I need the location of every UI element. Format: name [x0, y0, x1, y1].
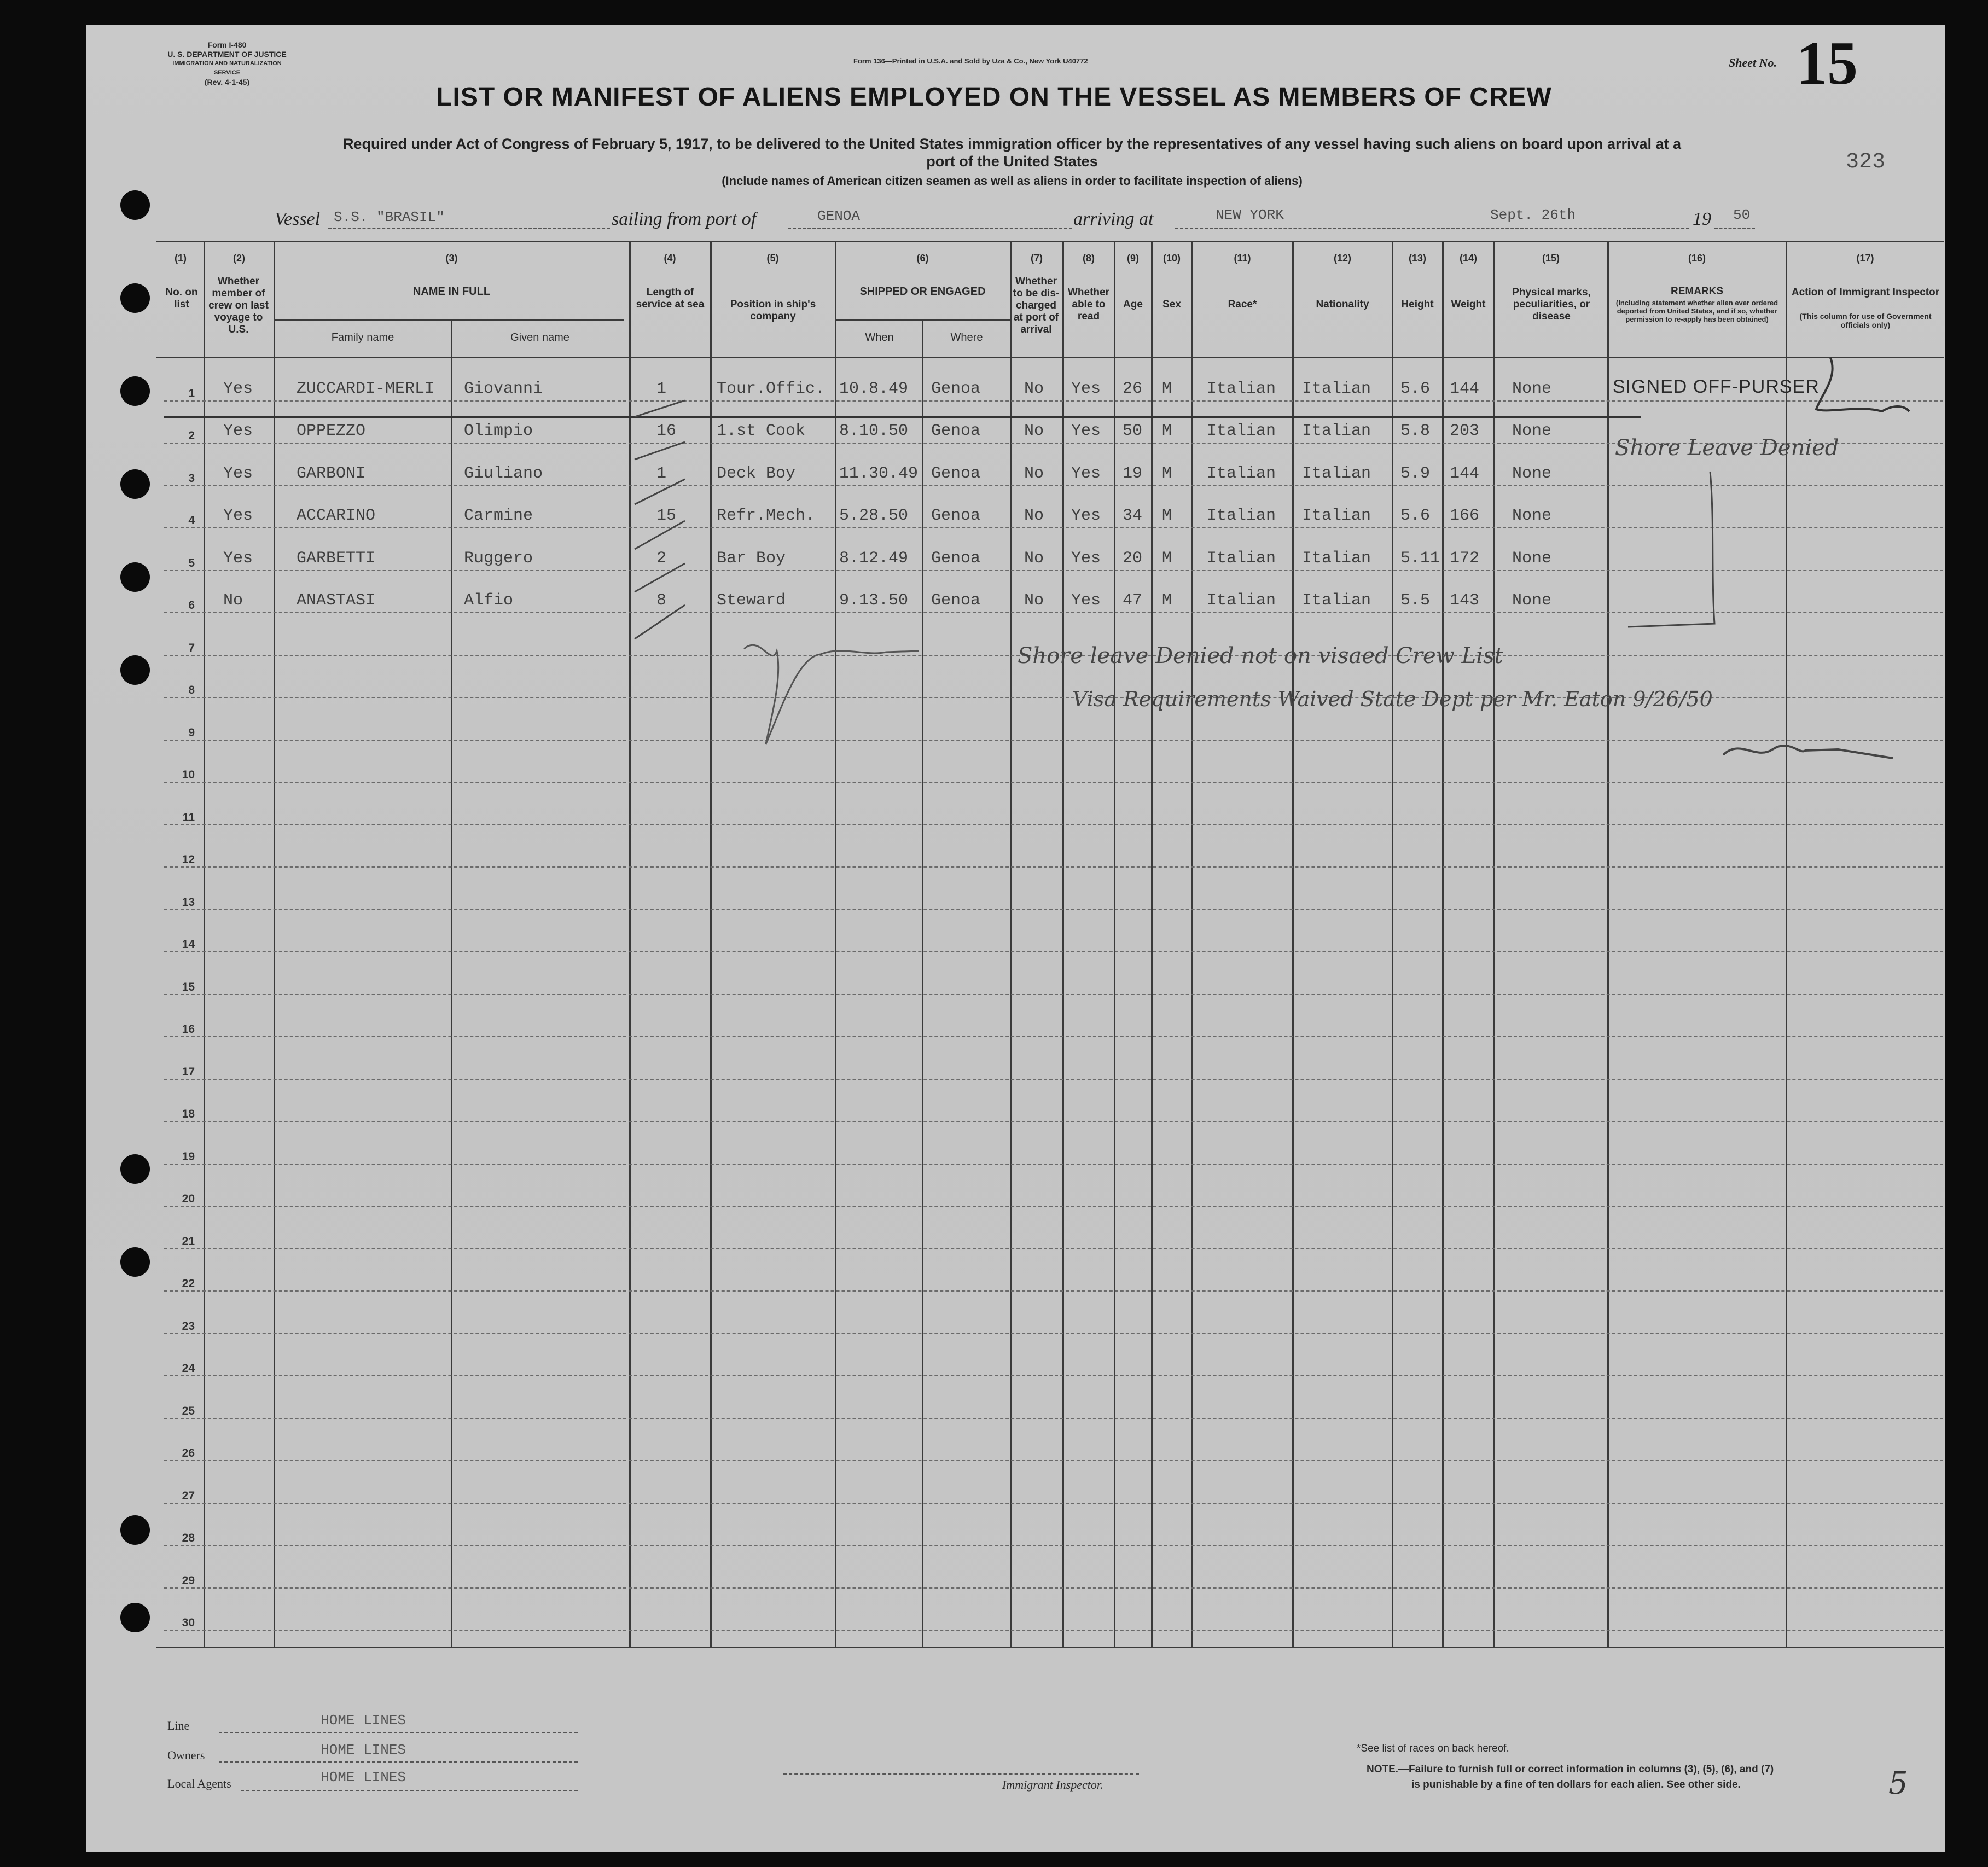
row-number: 15: [182, 981, 195, 993]
col-num-8: (8): [1083, 253, 1095, 264]
arrival-port: NEW YORK: [1216, 207, 1284, 223]
cell-marks: None: [1512, 549, 1552, 568]
col-header-nationality: Nationality: [1316, 299, 1369, 310]
cell-sex: M: [1162, 549, 1172, 568]
footer-owners-label: Owners: [167, 1748, 205, 1762]
cell-service: 1: [656, 380, 667, 398]
cell-marks: None: [1512, 422, 1552, 440]
cell-discharged: No: [1024, 464, 1044, 483]
cell-height: 5.6: [1400, 507, 1431, 525]
vessel-name: S.S. "BRASIL": [334, 209, 445, 225]
arrival-date: Sept. 26th: [1490, 207, 1576, 223]
cell-position: Bar Boy: [717, 549, 786, 568]
cell-where: Genoa: [931, 380, 981, 398]
cell-nationality: Italian: [1302, 591, 1371, 610]
cell-race: Italian: [1207, 380, 1276, 398]
cell-position: Tour.Offic.: [717, 380, 826, 398]
cell-discharged: No: [1024, 380, 1044, 398]
cell-read: Yes: [1071, 549, 1101, 568]
row-number: 1: [188, 387, 195, 400]
page-mark: 5: [1888, 1766, 1908, 1801]
cell-position: Steward: [717, 591, 786, 610]
col-num-15: (15): [1542, 253, 1560, 264]
sailing-label: sailing from port of: [612, 209, 757, 229]
cell-discharged: No: [1024, 549, 1044, 568]
cell-read: Yes: [1071, 422, 1101, 440]
footer-line-label: Line: [167, 1719, 190, 1732]
col-num-7: (7): [1031, 253, 1043, 264]
cell-where: Genoa: [931, 549, 981, 568]
cell-prev: No: [223, 591, 243, 610]
col-header-when: When: [865, 331, 894, 344]
cell-service: 1: [656, 464, 667, 483]
cell-sex: M: [1162, 464, 1172, 483]
row-number: 13: [182, 896, 195, 909]
cell-height: 5.8: [1400, 422, 1431, 440]
cell-prev: Yes: [223, 422, 253, 440]
col-num-3: (3): [445, 253, 458, 264]
form-number: Form I-480: [207, 40, 247, 49]
officer-initials: [1723, 746, 1893, 758]
col-num-4: (4): [664, 253, 676, 264]
row-number: 30: [182, 1616, 195, 1629]
cell-given: Giovanni: [464, 380, 543, 398]
cell-service: 2: [656, 549, 667, 568]
col-num-5: (5): [766, 253, 779, 264]
cell-when: 11.30.49: [839, 464, 919, 483]
row-number: 4: [188, 514, 195, 527]
cell-age: 47: [1123, 591, 1143, 610]
cell-prev: Yes: [223, 549, 253, 568]
cell-read: Yes: [1071, 380, 1101, 398]
cell-sex: M: [1162, 591, 1172, 610]
cell-where: Genoa: [931, 422, 981, 440]
col-header-shipped: SHIPPED OR ENGAGED: [859, 286, 986, 298]
col-header-list-no: No. on list: [165, 287, 198, 310]
row-number: 23: [182, 1320, 195, 1333]
cell-marks: None: [1512, 507, 1552, 525]
row-number: 10: [182, 769, 195, 781]
row-number: 11: [182, 811, 195, 824]
col-header-read: Whether able to read: [1068, 287, 1109, 322]
signed-off-stamp: SIGNED OFF-PURSER: [1613, 376, 1820, 397]
stamp-number: 323: [1846, 150, 1886, 175]
cell-when: 9.13.50: [839, 591, 909, 610]
cell-marks: None: [1512, 464, 1552, 483]
cell-service: 8: [656, 591, 667, 610]
cell-race: Italian: [1207, 591, 1276, 610]
cell-sex: M: [1162, 422, 1172, 440]
cell-height: 5.11: [1400, 549, 1440, 568]
col-num-6: (6): [916, 253, 929, 264]
col-header-family: Family name: [331, 331, 394, 344]
row-number: 28: [182, 1532, 195, 1544]
cell-given: Carmine: [464, 507, 533, 525]
cell-prev: Yes: [223, 464, 253, 483]
cell-discharged: No: [1024, 591, 1044, 610]
cell-service: 15: [656, 507, 677, 525]
row-number: 18: [182, 1108, 195, 1120]
requirement-line1: Required under Act of Congress of February 5, 1917, to be delivered to the United States immigration officer by the representatives of any vessel having such aliens on board upon arrival at a: [342, 136, 1682, 152]
cell-prev: Yes: [223, 507, 253, 525]
col-num-12: (12): [1333, 253, 1351, 264]
cell-read: Yes: [1071, 507, 1101, 525]
cell-height: 5.5: [1400, 591, 1431, 610]
col-num-2: (2): [233, 253, 245, 264]
cell-when: 10.8.49: [839, 380, 909, 398]
cell-marks: None: [1512, 591, 1552, 610]
row-number: 22: [182, 1277, 195, 1290]
col-num-11: (11): [1234, 253, 1251, 264]
handwritten-remark-row2: Shore Leave Denied: [1615, 435, 1839, 461]
row-number: 16: [182, 1023, 195, 1036]
cell-nationality: Italian: [1302, 507, 1371, 525]
row-number: 29: [182, 1574, 195, 1587]
printer-line: Form 136—Printed in U.S.A. and Sold by Uza & Co., New York U40772: [853, 57, 1088, 65]
cell-age: 26: [1123, 380, 1143, 398]
arrival-year: 50: [1733, 207, 1751, 223]
cell-service: 16: [656, 422, 677, 440]
col-num-1: (1): [175, 253, 187, 264]
sheet-label: Sheet No.: [1729, 56, 1777, 69]
cell-age: 20: [1123, 549, 1143, 568]
cell-read: Yes: [1071, 591, 1101, 610]
cell-discharged: No: [1024, 422, 1044, 440]
col-header-service: Length of service at sea: [636, 287, 705, 310]
cell-weight: 172: [1450, 549, 1480, 568]
cell-family: GARBONI: [297, 464, 366, 483]
cell-age: 19: [1123, 464, 1143, 483]
cell-weight: 203: [1450, 422, 1480, 440]
footer-line-value: HOME LINES: [321, 1712, 406, 1729]
col-num-14: (14): [1459, 253, 1477, 264]
col-header-where: Where: [950, 331, 983, 344]
cell-family: ANASTASI: [297, 591, 376, 610]
cell-sex: M: [1162, 380, 1172, 398]
handwritten-remark-row7: Shore leave Denied not on visaed Crew List: [1018, 643, 1503, 668]
remarks-bracket: [1628, 472, 1714, 627]
row-number: 3: [188, 472, 195, 485]
row-number: 26: [182, 1447, 195, 1459]
sheet-number: 15: [1797, 30, 1858, 97]
col-header-position: Position in ship's company: [730, 299, 816, 322]
col-header-physical: Physical marks, peculiarities, or disease: [1512, 287, 1591, 322]
footer-owners-value: HOME LINES: [321, 1742, 406, 1758]
departure-port: GENOA: [817, 208, 861, 224]
cell-age: 34: [1123, 507, 1143, 525]
cell-weight: 143: [1450, 591, 1480, 610]
requirement-line3: (Include names of American citizen seamen as well as aliens in order to facilitate inspection of aliens): [722, 174, 1303, 188]
cell-weight: 144: [1450, 380, 1480, 398]
department: U. S. DEPARTMENT OF JUSTICE: [167, 50, 287, 59]
cell-given: Giuliano: [464, 464, 543, 483]
col-header-discharged: Whether to be dis-charged at port of arrival: [1013, 276, 1060, 335]
cell-nationality: Italian: [1302, 380, 1371, 398]
row-number: 2: [188, 429, 195, 442]
cell-position: 1.st Cook: [717, 422, 806, 440]
inspector-signature-label: Immigrant Inspector.: [1002, 1778, 1103, 1792]
handwritten-remark-row8: Visa Requirements Waived State Dept per Mr. Eaton 9/26/50: [1072, 687, 1713, 711]
row-number: 17: [182, 1066, 195, 1078]
year-prefix: 19: [1693, 209, 1711, 229]
cell-nationality: Italian: [1302, 549, 1371, 568]
cell-age: 50: [1123, 422, 1143, 440]
cell-family: ACCARINO: [297, 507, 376, 525]
col-header-height: Height: [1401, 299, 1434, 310]
row-number: 21: [182, 1235, 195, 1248]
col-header-remarks: REMARKS: [1670, 286, 1724, 297]
cell-nationality: Italian: [1302, 464, 1371, 483]
cell-nationality: Italian: [1302, 422, 1371, 440]
row-number: 25: [182, 1405, 195, 1417]
col-header-prev-crew: Whether member of crew on last voyage to U.S.: [208, 276, 269, 335]
cell-height: 5.9: [1400, 464, 1431, 483]
revision: (Rev. 4-1-45): [204, 78, 250, 86]
cell-marks: None: [1512, 380, 1552, 398]
row-number: 12: [182, 853, 195, 866]
col-num-17: (17): [1856, 253, 1874, 264]
col-header-inspector-sub: (This column for use of Government officials only): [1799, 312, 1932, 329]
col-header-weight: Weight: [1451, 299, 1486, 310]
cell-where: Genoa: [931, 464, 981, 483]
cell-family: GARBETTI: [297, 549, 376, 568]
col-header-sex: Sex: [1162, 299, 1181, 310]
cell-given: Alfio: [464, 591, 514, 610]
cell-race: Italian: [1207, 549, 1276, 568]
cell-family: OPPEZZO: [297, 422, 366, 440]
cell-when: 5.28.50: [839, 507, 909, 525]
cell-position: Refr.Mech.: [717, 507, 816, 525]
col-header-inspector: Action of Immigrant Inspector: [1791, 287, 1940, 298]
cell-when: 8.10.50: [839, 422, 909, 440]
cell-given: Olimpio: [464, 422, 533, 440]
fine-note-2: is punishable by a fine of ten dollars for each alien. See other side.: [1411, 1779, 1741, 1790]
col-header-name: NAME IN FULL: [412, 286, 491, 298]
cell-given: Ruggero: [464, 549, 533, 568]
footer-agents-label: Local Agents: [167, 1777, 231, 1790]
col-header-given: Given name: [510, 331, 569, 344]
cell-prev: Yes: [223, 380, 253, 398]
footer-agents-value: HOME LINES: [321, 1769, 406, 1785]
cell-height: 5.6: [1400, 380, 1431, 398]
purser-initials: [1816, 358, 1909, 411]
row-number: 6: [188, 599, 195, 612]
row-number: 9: [188, 726, 195, 739]
row-number: 7: [188, 642, 195, 654]
col-header-age: Age: [1123, 299, 1143, 310]
row-number: 24: [182, 1362, 195, 1375]
row-number: 5: [188, 557, 195, 569]
cell-weight: 144: [1450, 464, 1480, 483]
row-number: 20: [182, 1193, 195, 1205]
cell-sex: M: [1162, 507, 1172, 525]
cell-discharged: No: [1024, 507, 1044, 525]
col-header-remarks-sub: (Including statement whether alien ever ordered deported from United States, and if so, whether permission to re-apply has been obtained): [1615, 299, 1778, 323]
cell-where: Genoa: [931, 507, 981, 525]
col-num-9: (9): [1127, 253, 1139, 264]
requirement-line2: port of the United States: [926, 153, 1098, 170]
page-title: LIST OR MANIFEST OF ALIENS EMPLOYED ON THE VESSEL AS MEMBERS OF CREW: [436, 83, 1552, 112]
cell-weight: 166: [1450, 507, 1480, 525]
row-number: 27: [182, 1490, 195, 1502]
cell-family: ZUCCARDI-MERLI: [297, 380, 435, 398]
cell-race: Italian: [1207, 507, 1276, 525]
cell-where: Genoa: [931, 591, 981, 610]
row-number: 8: [188, 684, 195, 696]
vessel-label: Vessel: [275, 209, 321, 229]
service: IMMIGRATION AND NATURALIZATION SERVICE: [172, 60, 282, 76]
cell-read: Yes: [1071, 464, 1101, 483]
fine-note-1: NOTE.—Failure to furnish full or correct information in columns (3), (5), (6), and (7): [1367, 1764, 1774, 1775]
cell-race: Italian: [1207, 422, 1276, 440]
row-number: 14: [182, 938, 195, 951]
col-header-race: Race*: [1228, 299, 1257, 310]
inspector-signature: [744, 645, 919, 744]
cell-when: 8.12.49: [839, 549, 909, 568]
col-num-13: (13): [1408, 253, 1426, 264]
col-num-10: (10): [1162, 253, 1181, 264]
races-note: *See list of races on back hereof.: [1357, 1743, 1509, 1754]
cell-race: Italian: [1207, 464, 1276, 483]
arriving-label: arriving at: [1073, 209, 1154, 229]
row-number: 19: [182, 1150, 195, 1163]
cell-position: Deck Boy: [717, 464, 796, 483]
col-num-16: (16): [1688, 253, 1706, 264]
